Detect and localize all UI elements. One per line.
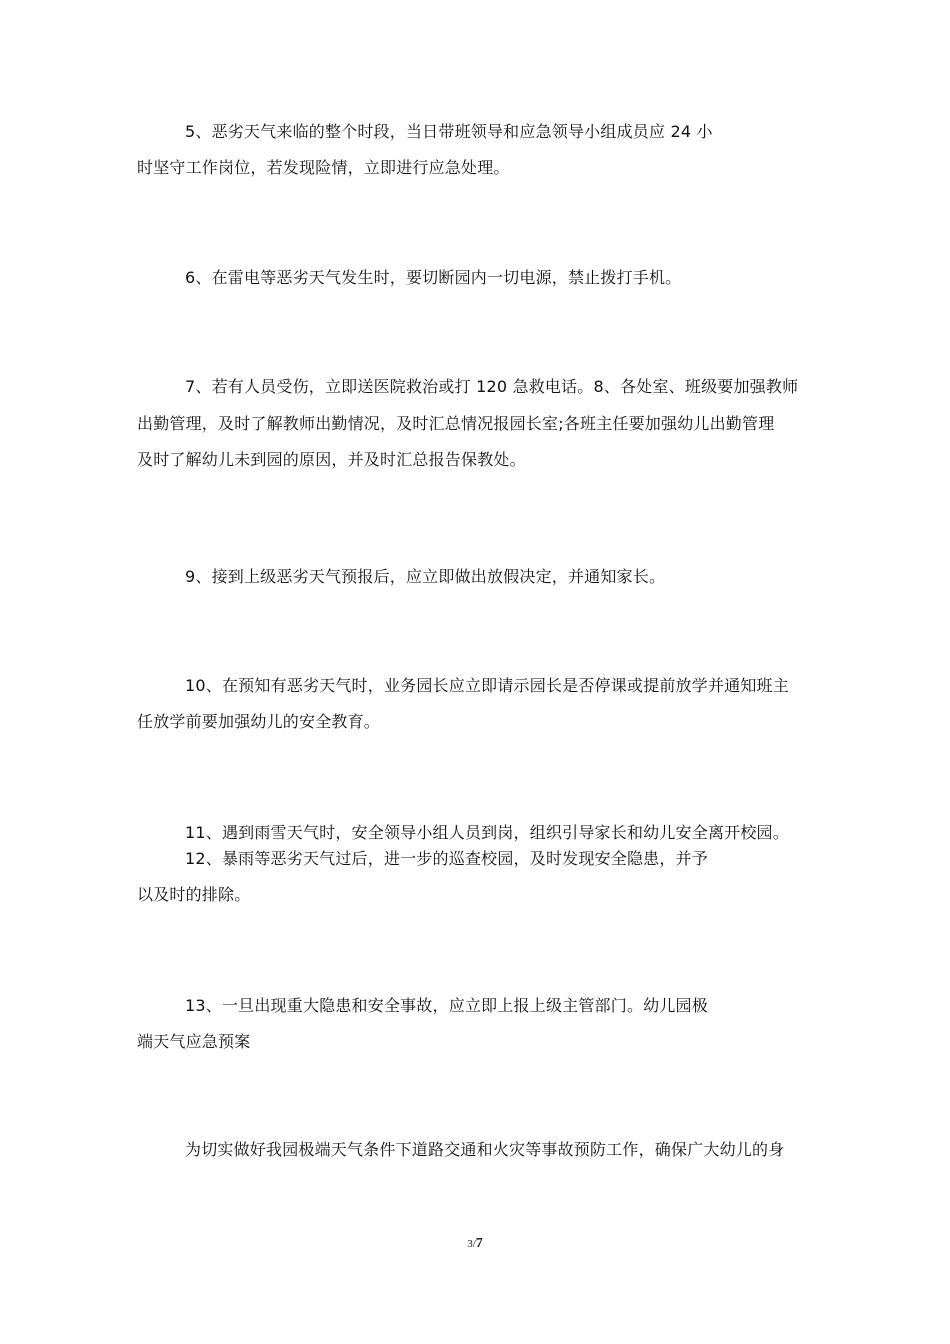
paragraph-6-line-1: 6、在雷电等恶劣天气发生时，要切断园内一切电源，禁止拨打手机。 (185, 268, 682, 287)
paragraph-13-line-1: 13、一旦出现重大隐患和安全事故，应立即上报上级主管部门。幼儿园极 (185, 996, 708, 1015)
paragraph-9-line-1: 9、接到上级恶劣天气预报后，应立即做出放假决定，并通知家长。 (185, 567, 666, 586)
page-number (0, 1234, 950, 1252)
paragraph-11-line-1: 11、遇到雨雪天气时，安全领导小组人员到岗，组织引导家长和幼儿安全离开校园。 (185, 823, 789, 842)
paragraph-7-line-1: 7、若有人员受伤，立即送医院救治或打 120 急救电话。8、各处室、班级要加强教师 (185, 377, 799, 396)
paragraph-5-line-2: 时坚守工作岗位，若发现险情，立即进行应急处理。 (137, 158, 510, 177)
paragraph-12-line-2: 以及时的排除。 (137, 885, 251, 904)
paragraph-5-line-1: 5、恶劣天气来临的整个时段，当日带班领导和应急领导小组成员应 24 小 (185, 122, 713, 141)
page-number-total: 7 (475, 1236, 483, 1251)
page-number-current: 3/ (467, 1238, 476, 1250)
paragraph-12-line-1: 12、暴雨等恶劣天气过后，进一步的巡查校园，及时发现安全隐患，并予 (185, 849, 708, 868)
intro-paragraph-line-1: 为切实做好我园极端天气条件下道路交通和火灾等事故预防工作，确保广大幼儿的身 (185, 1140, 785, 1159)
paragraph-7-line-2: 出勤管理，及时了解教师出勤情况，及时汇总情况报园长室;各班主任要加强幼儿出勤管理 (137, 414, 775, 433)
paragraph-10-line-1: 10、在预知有恶劣天气时，业务园长应立即请示园长是否停课或提前放学并通知班主 (185, 676, 789, 695)
paragraph-10-line-2: 任放学前要加强幼儿的安全教育。 (137, 712, 381, 731)
paragraph-7-line-3: 及时了解幼儿未到园的原因，并及时汇总报告保教处。 (137, 450, 526, 469)
paragraph-13-line-2: 端天气应急预案 (137, 1032, 251, 1051)
